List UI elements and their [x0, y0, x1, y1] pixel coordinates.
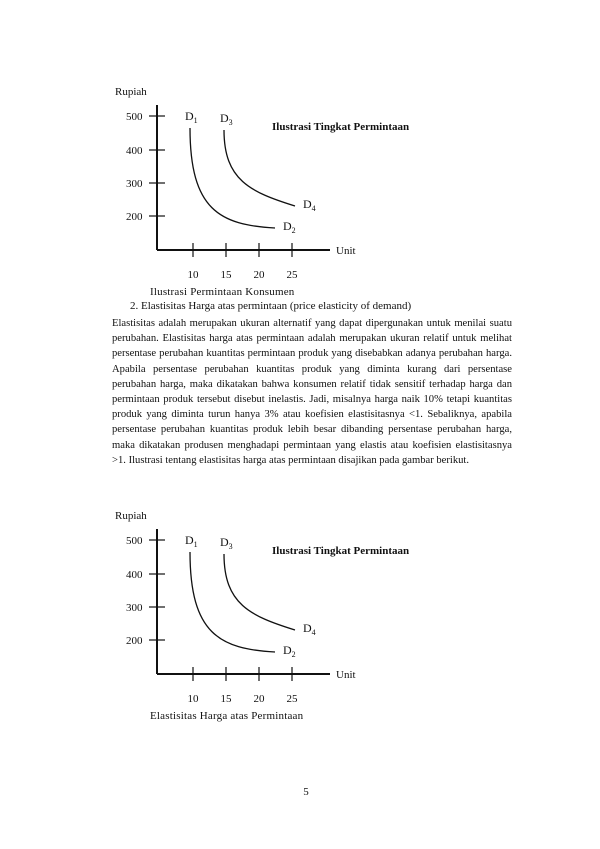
y-tick-label: 500: [126, 111, 143, 123]
x-tick-label: 10: [187, 269, 199, 280]
y-tick-label: 200: [126, 635, 143, 647]
demand-curve-d3-d4: [224, 130, 295, 206]
x-tick-label: 25: [286, 269, 298, 280]
y-tick-label: 400: [126, 569, 143, 581]
demand-curve-d1-d2: [190, 552, 275, 652]
y-tick-label: 500: [126, 535, 143, 547]
demand-illustration-figure-1: [0, 80, 600, 280]
curve-label-d4: $D_4$: [303, 621, 316, 637]
x-tick-label: 15: [220, 693, 232, 704]
x-tick-label: 15: [220, 269, 232, 280]
y-tick-label: 300: [126, 178, 143, 190]
y-tick-label: 200: [126, 211, 143, 223]
x-tick-label: 20: [253, 693, 265, 704]
curve-label-d2: $D_2$: [283, 219, 296, 235]
curve-label-d1: $D_1$: [185, 109, 198, 125]
curve-label-d3: $D_3$: [220, 111, 233, 127]
curve-label-d2: $D_2$: [283, 643, 296, 659]
y-axis-label: Rupiah: [115, 86, 147, 98]
curve-label-d1: $D_1$: [185, 533, 198, 549]
figure-caption: Elastisitas Harga atas Permintaan: [150, 710, 304, 722]
figure-caption: Ilustrasi Permintaan Konsumen: [150, 286, 295, 298]
body-paragraph: Elastisitas adalah merupakan ukuran alternatif yang dapat dipergunakan untuk menilai suatu perubahan. Elastisitas harga atas permintaan adalah merupakan ukuran relatif untuk melihat persentase perubahan kuantitas permintaan produk yang disebabkan adanya perubahan harga. Apabila persentase perubahan kuantitas produk yang diminta kurang dari persentase perubahan harga, maka dikatakan bahwa konsumen relatif tidak sensitif terhadap harga dan permintaan produk tersebut disebut inelastis. Jadi, misalnya harga naik 10% tetapi kuantitas produk yang diminta turun hanya 3% atau koefisien elastisitasnya <1. Sebaliknya, apabila persentase perubahan kuantitas produk lebih besar dibanding persentase perubahan harga, maka dikatakan produsen menghadapi permintaan yang elastis atau koefisien elastisitasnya >1. Ilustrasi tentang elastisitas harga atas permintaan disajikan pada gambar berikut.: [112, 318, 512, 466]
x-tick-label: 20: [253, 269, 265, 280]
x-tick-label: 25: [286, 693, 298, 704]
section-heading: 2. Elastisitas Harga atas permintaan (price elasticity of demand): [130, 300, 412, 312]
x-axis-label: Unit: [336, 245, 356, 257]
page-number: 5: [303, 786, 309, 798]
demand-curve-d3-d4: [224, 554, 295, 630]
x-tick-label: 10: [187, 693, 199, 704]
demand-curve-d1-d2: [190, 128, 275, 228]
demand-illustration-figure-2: [0, 504, 600, 704]
y-tick-label: 300: [126, 602, 143, 614]
figure-title: Ilustrasi Tingkat Permintaan: [272, 545, 410, 557]
y-tick-label: 400: [126, 145, 143, 157]
curve-label-d4: $D_4$: [303, 197, 316, 213]
x-axis-label: Unit: [336, 669, 356, 681]
figure-title: Ilustrasi Tingkat Permintaan: [272, 121, 410, 133]
curve-label-d3: $D_3$: [220, 535, 233, 551]
y-axis-label: Rupiah: [115, 510, 147, 522]
